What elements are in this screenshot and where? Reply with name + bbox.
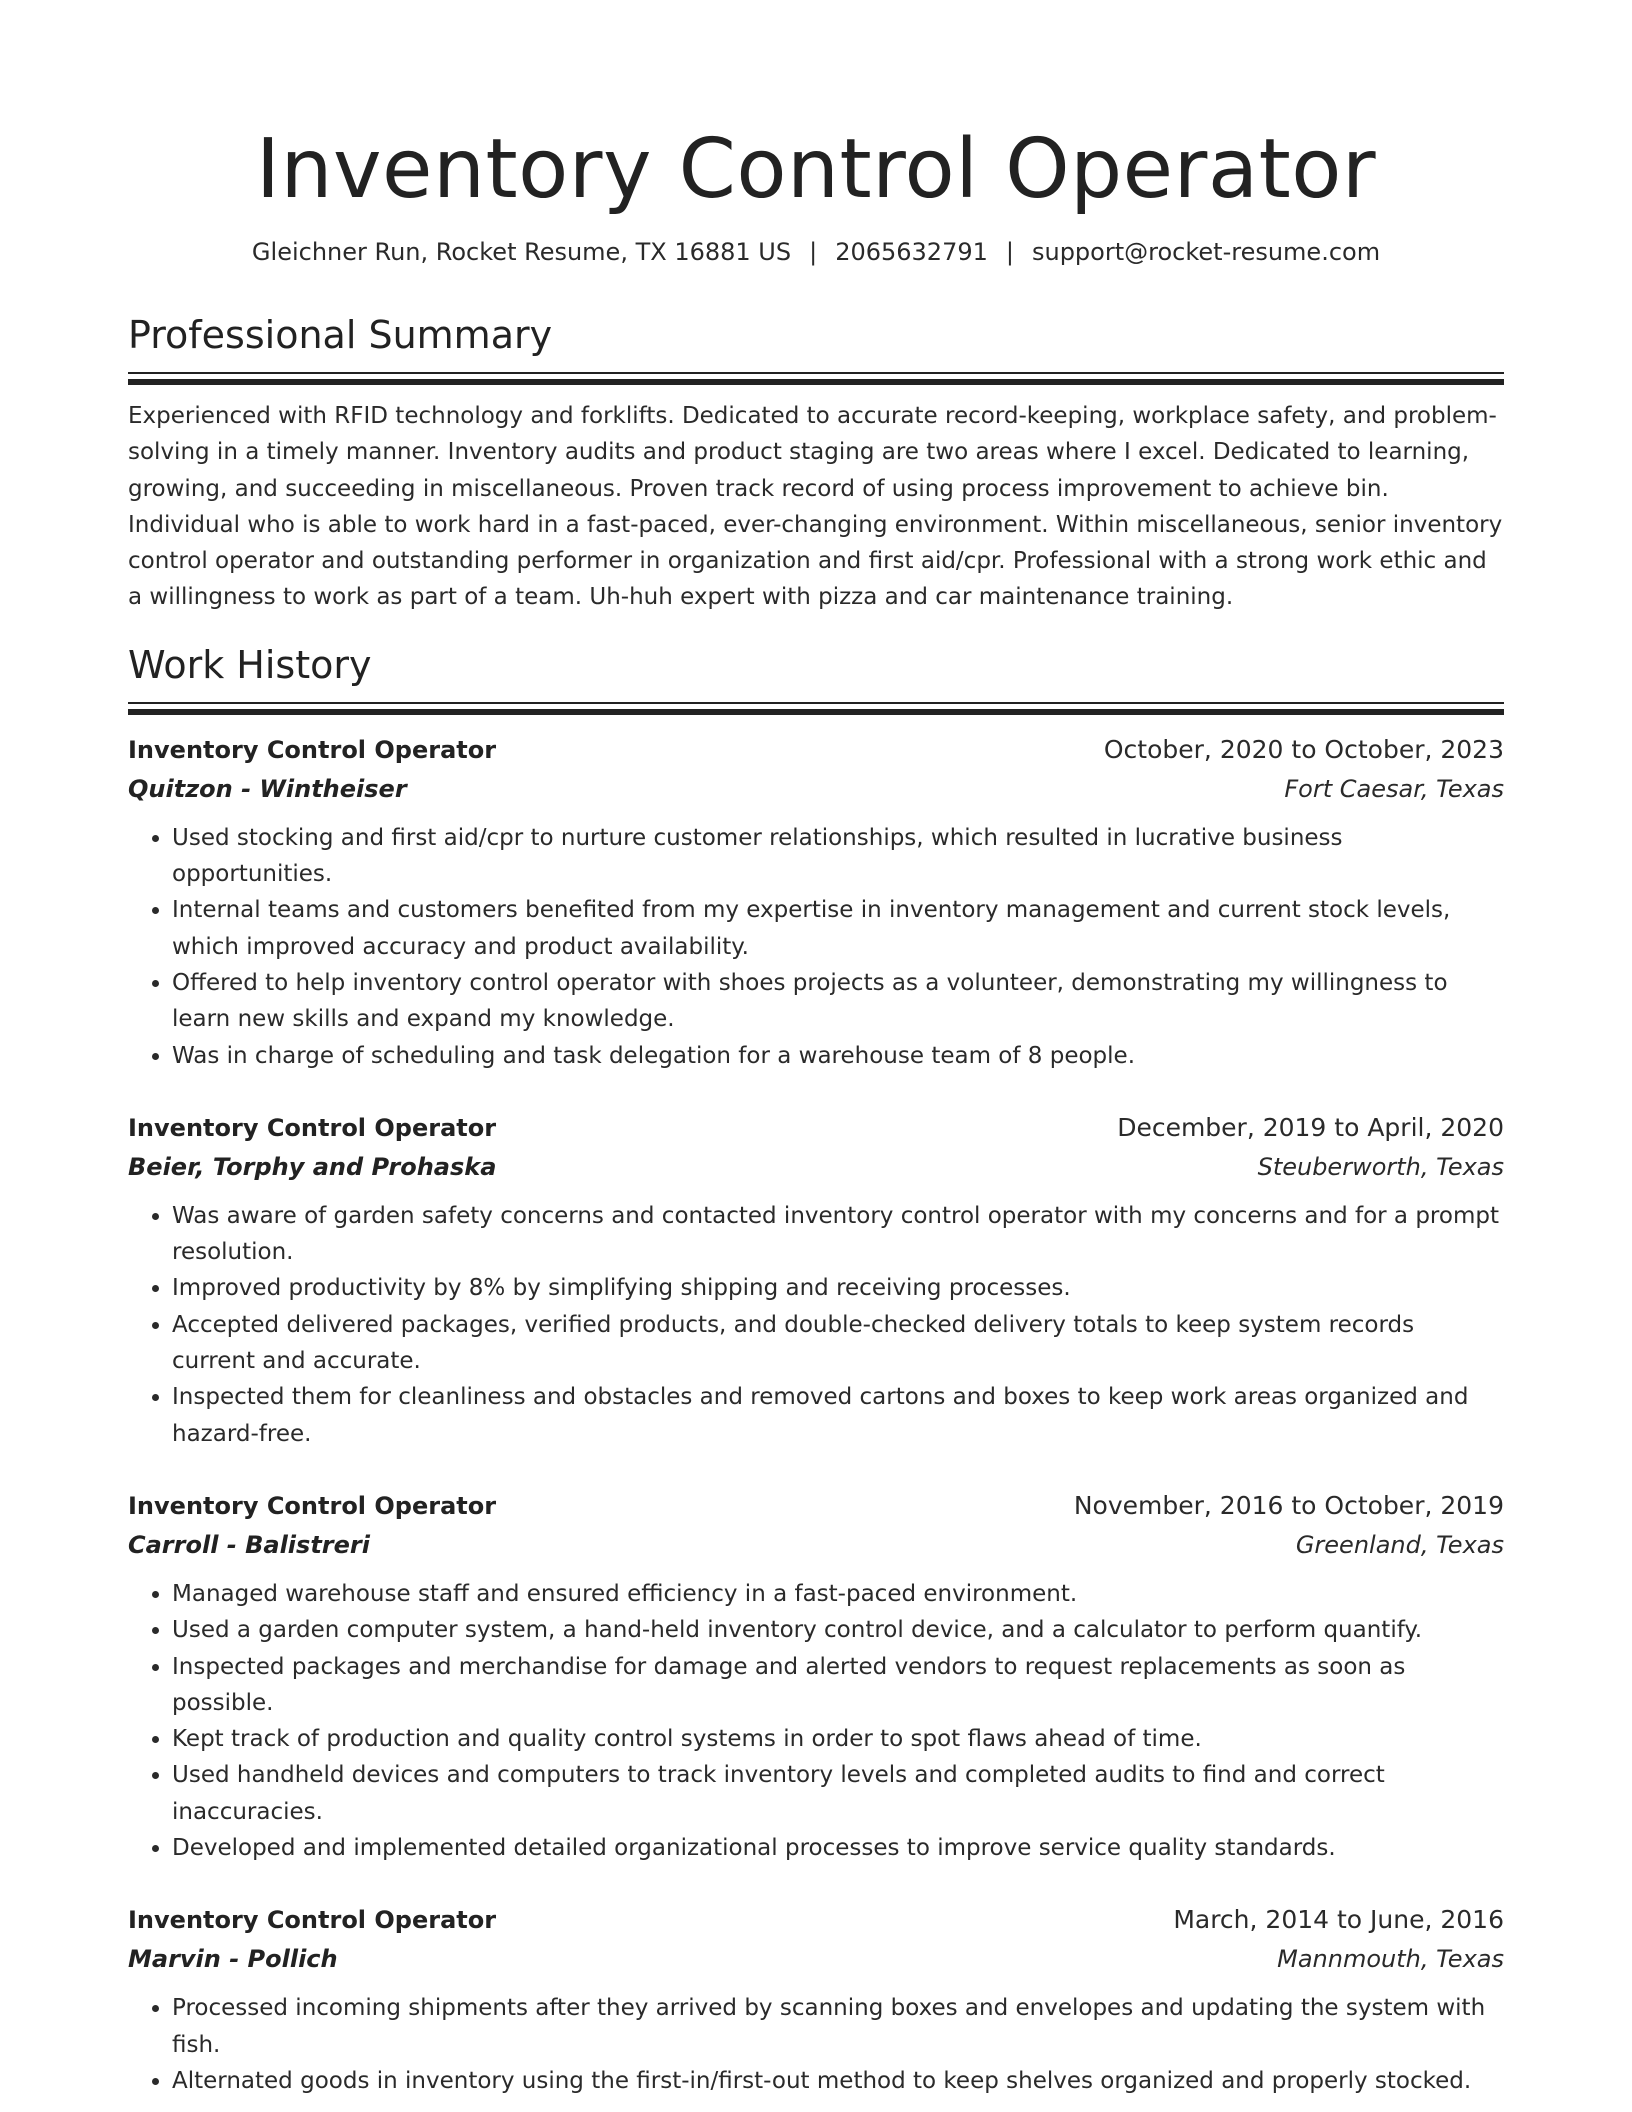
job-location: Steuberworth, Texas	[1257, 1152, 1504, 1181]
job-company-row	[128, 1940, 1504, 1978]
job-bullet: • Improved productivity by 8% by simplifying shipping and receiving processes.	[172, 1270, 1504, 1306]
job-bullet: • Inspected packages and merchandise for damage and alerted vendors to request replacements as soon as possible.	[172, 1649, 1504, 1722]
job-bullet: • Was aware of garden safety concerns and contacted inventory control operator with my concerns and for a prompt resolution.	[172, 1198, 1504, 1271]
contact-address: Gleichner Run, Rocket Resume, TX 16881 US	[251, 238, 792, 266]
job-bullet: • Managed warehouse staff and ensured efficiency in a fast-paced environment.	[172, 1576, 1504, 1612]
job-company: Marvin - Pollich	[128, 1945, 338, 1974]
job-company-row	[128, 1148, 1504, 1186]
job-bullet: • Inspected them for cleanliness and obstacles and removed cartons and boxes to keep work areas organized and hazard-free.	[172, 1379, 1504, 1452]
job-header-row	[128, 1486, 1504, 1526]
job-bullet: • Was in charge of scheduling and task delegation for a warehouse team of 8 people.	[172, 1038, 1504, 1074]
job-bullet: • Alternated goods in inventory using the first-in/first-out method to keep shelves organized and properly stocked.	[172, 2063, 1504, 2099]
section-divider	[128, 372, 1504, 384]
job-title: Inventory Control Operator	[128, 1906, 497, 1935]
job-dates: October, 2020 to October, 2023	[1103, 734, 1504, 764]
job-dates: March, 2014 to June, 2016	[1173, 1905, 1504, 1935]
job-location: Fort Caesar, Texas	[1284, 774, 1504, 803]
job-bullets	[128, 1990, 1504, 2099]
job-bullet: • Offered to help inventory control operator with shoes projects as a volunteer, demonstrating my willingness to learn new skills and expand my knowledge.	[172, 965, 1504, 1038]
job-title: Inventory Control Operator	[128, 1491, 497, 1520]
contact-separator: |	[809, 238, 818, 266]
contact-line	[128, 236, 1504, 268]
job-title: Inventory Control Operator	[128, 735, 497, 764]
candidate-name: Inventory Control Operator	[255, 122, 1377, 217]
job-title: Inventory Control Operator	[128, 1113, 497, 1142]
job-bullets	[128, 1576, 1504, 1866]
job-entry	[128, 1108, 1504, 1452]
professional-summary-section	[128, 312, 1504, 616]
section-divider	[128, 702, 1504, 714]
job-bullet: • Developed and implemented detailed organizational processes to improve service quality standards.	[172, 1830, 1504, 1866]
job-dates: November, 2016 to October, 2019	[1073, 1490, 1504, 1520]
section-title-summary: Professional Summary	[128, 313, 553, 357]
job-company-row	[128, 1526, 1504, 1564]
job-bullet: • Used handheld devices and computers to track inventory levels and completed audits to find and correct inaccuracies.	[172, 1757, 1504, 1830]
job-company-row	[128, 770, 1504, 808]
job-dates: December, 2019 to April, 2020	[1117, 1112, 1504, 1142]
job-company: Carroll - Balistreri	[128, 1530, 370, 1559]
job-company: Beier, Torphy and Prohaska	[128, 1152, 497, 1181]
contact-email: support@rocket-resume.com	[1031, 238, 1381, 266]
contact-phone: 2065632791	[835, 238, 988, 266]
job-entry	[128, 730, 1504, 1074]
job-header-row	[128, 730, 1504, 770]
section-title-work-history: Work History	[128, 642, 372, 687]
job-location: Mannmouth, Texas	[1277, 1945, 1504, 1974]
job-entry	[128, 1900, 1504, 2099]
job-header-row	[128, 1900, 1504, 1940]
work-history-section	[128, 642, 1504, 2099]
resume-page	[128, 0, 1504, 2099]
summary-text: Experienced with RFID technology and forklifts. Dedicated to accurate record-keeping, workplace safety, and problem-solving in a timely manner. Inventory audits and product staging are two areas where I excel. Dedicated to learning, growing, and succeeding in miscellaneous. Proven track record of using process improvement to achieve bin. Individual who is able to work hard in a fast-paced, ever-changing environment. Within miscellaneous, senior inventory control operator and outstanding performer in organization and first aid/cpr. Professional with a strong work ethic and a willingness to work as part of a team. Uh-huh expert with pizza and car maintenance training.	[128, 403, 1503, 611]
job-bullet: • Internal teams and customers benefited from my expertise in inventory management and current stock levels, which improved accuracy and product availability.	[172, 892, 1504, 965]
job-bullets	[128, 820, 1504, 1074]
job-bullet: • Kept track of production and quality control systems in order to spot flaws ahead of time.	[172, 1721, 1504, 1757]
job-bullet: • Used a garden computer system, a hand-held inventory control device, and a calculator to perform quantify.	[172, 1612, 1504, 1648]
job-entry	[128, 1486, 1504, 1866]
contact-separator: |	[1005, 238, 1014, 266]
job-location: Greenland, Texas	[1295, 1530, 1504, 1559]
job-company: Quitzon - Wintheiser	[128, 774, 407, 803]
job-header-row	[128, 1108, 1504, 1148]
job-bullet: • Processed incoming shipments after they arrived by scanning boxes and envelopes and updating the system with fish.	[172, 1990, 1504, 2063]
job-bullets	[128, 1198, 1504, 1452]
job-bullet: • Used stocking and first aid/cpr to nurture customer relationships, which resulted in lucrative business opportunities.	[172, 820, 1504, 893]
job-bullet: • Accepted delivered packages, verified products, and double-checked delivery totals to keep system records current and accurate.	[172, 1307, 1504, 1380]
